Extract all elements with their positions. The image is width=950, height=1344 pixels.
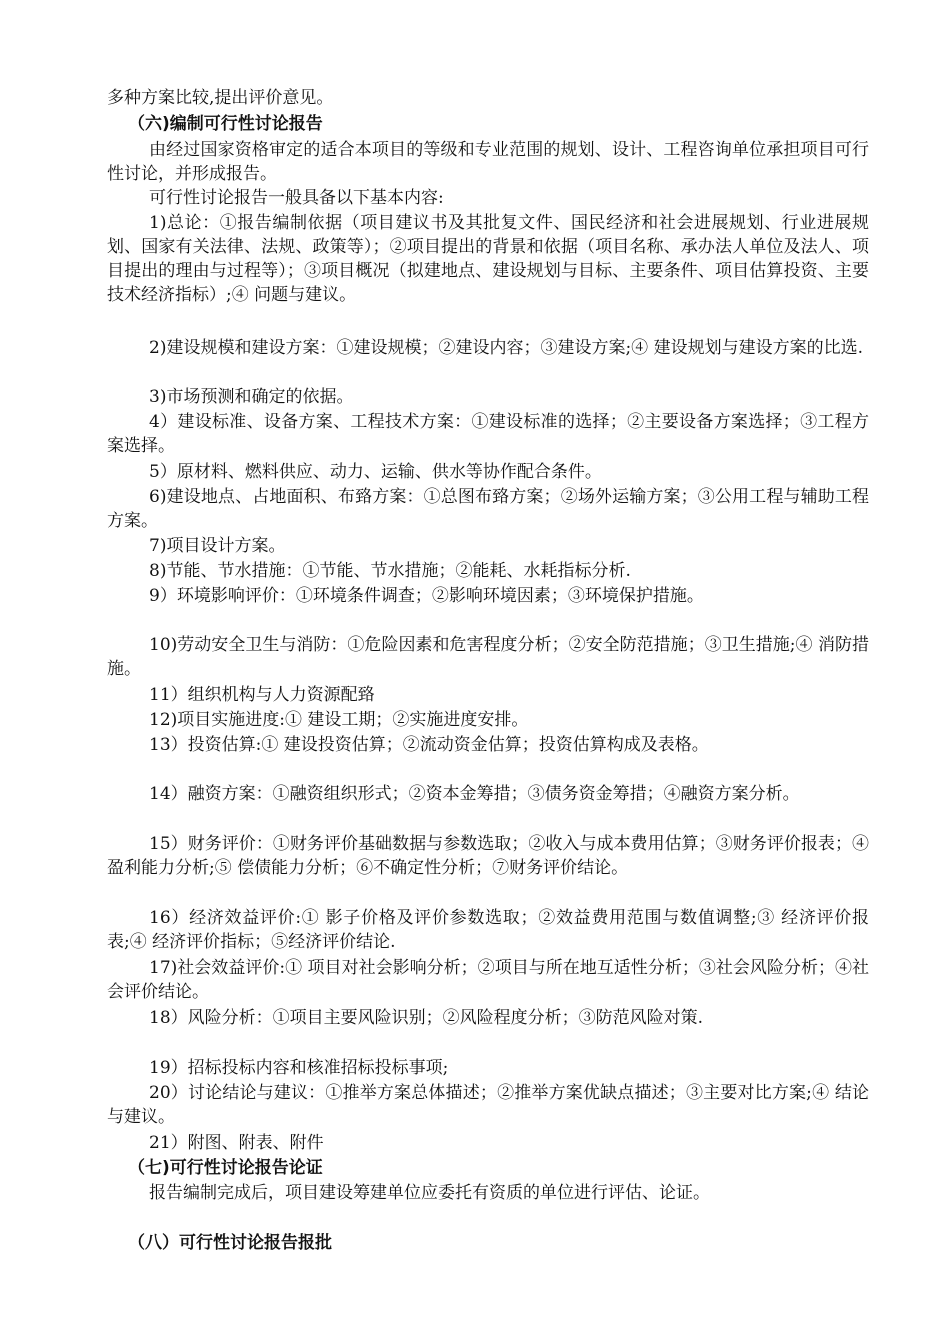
list-item: 6)建设地点、占地面积、布臵方案：①总图布臵方案；②场外运输方案；③公用工程与辅助工程方案。 [107, 487, 869, 531]
list-item: 7)项目设计方案。 [149, 536, 286, 556]
list-item: 3)市场预测和确定的依据。 [149, 387, 354, 407]
body-text: 多种方案比较,提出评价意见。 [107, 88, 334, 108]
section-heading-6: （六)编制可行性讨论报告 [128, 114, 323, 134]
list-item: 2)建设规模和建设方案：①建设规模；②建设内容；③建设方案;④ 建设规划与建设方案的比选. [149, 338, 863, 358]
list-item: 19）招标投标内容和核准招标投标事项; [149, 1058, 449, 1078]
list-item: 4）建设标准、设备方案、工程技术方案：①建设标准的选择；②主要设备方案选择；③工程方案选择。 [107, 412, 869, 456]
list-item: 13）投资估算:① 建设投资估算；②流动资金估算；投资估算构成及表格。 [149, 735, 709, 755]
list-item: 8)节能、节水措施：①节能、节水措施；②能耗、水耗指标分析. [149, 561, 631, 581]
section-heading-8: （八）可行性讨论报告报批 [128, 1233, 332, 1253]
list-item: 17)社会效益评价:① 项目对社会影响分析；②项目与所在地互适性分析；③社会风险分析；④社会评价结论。 [107, 958, 869, 1002]
list-item: 20）讨论结论与建议：①推举方案总体描述；②推举方案优缺点描述；③主要对比方案;④ 结论与建议。 [107, 1083, 869, 1127]
body-text: 由经过国家资格审定的适合本项目的等级和专业范围的规划、设计、工程咨询单位承担项目可行性讨论，并形成报告。 [107, 140, 869, 184]
list-item: 12)项目实施进度:① 建设工期；②实施进度安排。 [149, 710, 529, 730]
list-item: 14）融资方案：①融资组织形式；②资本金筹措；③债务资金筹措；④融资方案分析。 [149, 784, 800, 804]
list-item: 5）原材料、燃料供应、动力、运输、供水等协作配合条件。 [149, 462, 602, 482]
list-item: 9）环境影响评价：①环境条件调查；②影响环境因素；③环境保护措施。 [149, 586, 704, 606]
list-item: 18）风险分析：①项目主要风险识别；②风险程度分析；③防范风险对策. [149, 1008, 704, 1028]
section-heading-7: （七)可行性讨论报告论证 [128, 1158, 323, 1178]
list-item: 10)劳动安全卫生与消防：①危险因素和危害程度分析；②安全防范措施；③卫生措施;④ 消防措施。 [107, 635, 869, 679]
list-item: 1)总论：①报告编制依据（项目建议书及其批复文件、国民经济和社会进展规划、行业进展规划、国家有关法律、法规、政策等）；②项目提出的背景和依据（项目名称、承办法人单位及法人、项目提出的理由与过程等）；③项目概况（拟建地点、建设规划与目标、主要条件、项目估算投资、主要技术经济指标）;④ 问题与建议。 [107, 213, 869, 305]
list-item: 15）财务评价：①财务评价基础数据与参数选取；②收入与成本费用估算；③财务评价报表；④盈利能力分析;⑤ 偿债能力分析；⑥不确定性分析；⑦财务评价结论。 [107, 834, 869, 878]
list-item: 11）组织机构与人力资源配臵 [149, 685, 375, 705]
body-text: 报告编制完成后，项目建设筹建单位应委托有资质的单位进行评估、论证。 [149, 1183, 710, 1203]
body-text: 可行性讨论报告一般具备以下基本内容: [149, 188, 444, 208]
list-item: 16）经济效益评价:① 影子价格及评价参数选取；②效益费用范围与数值调整;③ 经济评价报表;④ 经济评价指标；⑤经济评价结论. [107, 908, 869, 952]
list-item: 21）附图、附表、附件 [149, 1133, 324, 1153]
